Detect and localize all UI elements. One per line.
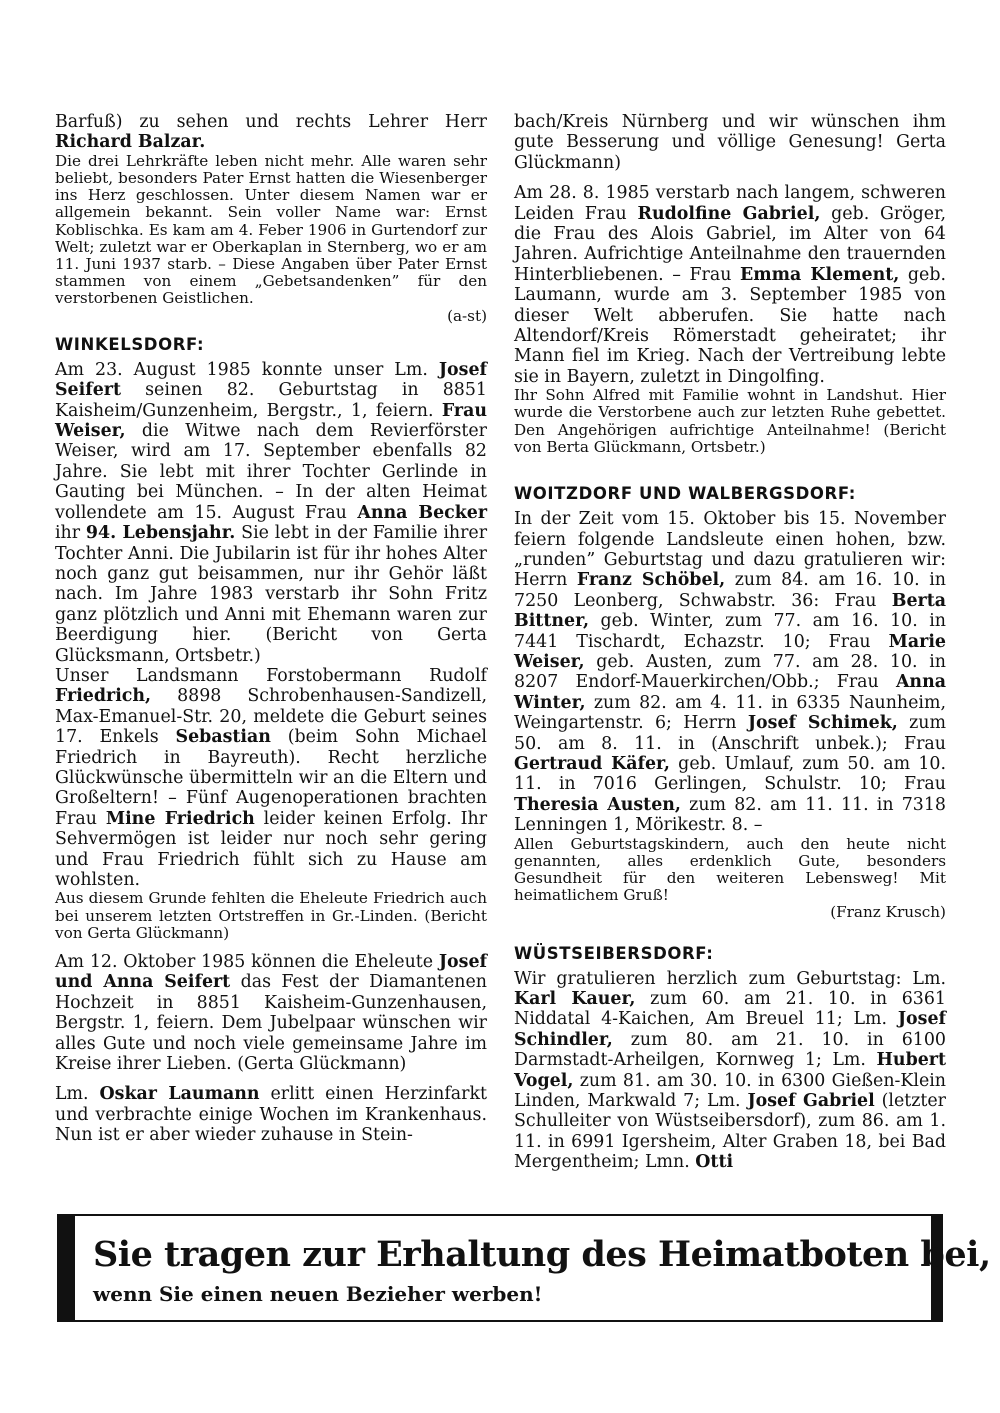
- name-josef-anna-seifert: Josef und Anna Seifert: [55, 952, 487, 993]
- text-run: In der Zeit vom 15. Oktober bis 15. November feiern folgende Landsleute einen hohen, bzw. „runden” Geburtstag und dazu gratulieren wir: Herrn: [514, 509, 946, 591]
- text-run: die Witwe nach dem Revierförster Weiser, wird am 17. September ebenfalls 82 Jahre. Sie lebt mit ihrer Tochter Gerlinde in Gauting bei München. – In der alten Heimat vollendete am 15. August Frau: [55, 421, 487, 523]
- text-run: das Fest der Diamantenen Hochzeit in 8851 Kaisheim-Gunzenhausen, Bergstr. 1, feiern. Dem Jubelpaar wünschen wir alles Gute und noch viele gemeinsame Jahre im Kreise ihrer Lieben. (Gerta Glückmann): [55, 972, 487, 1075]
- text-run: geb. Austen, zum 77. am 28. 10. in 8207 Endorf-Mauerkirchen/Obb.; Frau: [514, 651, 946, 693]
- text-run: zum 60. am 21. 10. in 6361 Niddatal 4-Kaichen, Am Breuel 11; Lm.: [514, 989, 946, 1030]
- text-run: geb. Laumann, wurde am 3. September 1985 von dieser Welt abberufen. Sie hatte nach Altendorf/Kreis Römerstadt geheiratet; ihr Mann fiel im Krieg. Nach der Vertreibung lebte sie in Bayern, zuletzt in Dingolfing.: [514, 264, 946, 387]
- banner-subtitle: wenn Sie einen neuen Bezieher werben!: [93, 1282, 543, 1306]
- text-run: leider keinen Erfolg. Ihr Sehvermögen ist leider nur noch sehr gering und Frau Friedrich fühlt sich zu Hause am wohlsten.: [55, 808, 488, 890]
- text-run: Ihr Sohn Alfred mit Familie wohnt in Landshut. Hier wurde die Verstorbene auch zur letzten Ruhe gebettet. Den Angehörigen aufrichtige Anteilnahme! (Bericht von Berta Glückmann, Ortsbetr.): [514, 386, 946, 456]
- name-anna-winter: Anna Winter,: [514, 672, 946, 713]
- signature-text: (a-st): [447, 306, 487, 325]
- banner-title: Sie tragen zur Erhaltung des Heimatboten bei,: [93, 1234, 991, 1275]
- name-otti: Otti: [695, 1152, 734, 1173]
- name-franz-schoebel: Franz Schöbel,: [576, 570, 726, 591]
- name-mine-friedrich: Mine Friedrich: [105, 808, 255, 829]
- text-run: zum 82. am 11. 11. in 7318 Lenningen 1, Mörikestr. 8. –: [514, 794, 946, 836]
- name-emma-klement: Emma Klement,: [739, 264, 900, 285]
- text-run: zum 82. am 4. 11. in 6335 Naunheim, Weingartenstr. 6; Herrn: [514, 692, 946, 734]
- left-paragraph-5: [55, 890, 487, 942]
- text-run: 8898 Schrobenhausen-Sandizell, Max-Emanuel-Str. 20, meldete die Geburt seines 17. Enkels: [55, 686, 487, 748]
- left-paragraph-1: [55, 112, 487, 153]
- name-oskar-laumann: Oskar Laumann: [99, 1084, 260, 1105]
- signature-a-st: [55, 308, 487, 325]
- text-run: Die drei Lehrkräfte leben nicht mehr. Alle waren sehr beliebt, besonders Pater Ernst hatten die Wiesenberger ins Herz geschlossen. Unter diesem Namen war er allgemein bekannt. Sein voller Name war: Ernst Koblischka. Es kam am 4. Feber 1906 in Gurtendorf zur Welt; zuletzt war er Oberkaplan in Sternberg, wo er am 11. Juni 1937 starb. – Diese Angaben über Pater Ernst stammen von einem „Gebetsandenken” für den verstorbenen Geistlichen.: [55, 151, 487, 308]
- right-paragraph-3: [514, 387, 946, 456]
- heading-woitzdorf-walbergsdorf: WOITZDORF UND WALBERGSDORF:: [514, 484, 856, 504]
- name-theresia-austen: Theresia Austen,: [514, 794, 681, 815]
- signature-franz-krusch: [514, 904, 946, 921]
- right-paragraph-6: [514, 969, 946, 1173]
- name-karl-kauer: Karl Kauer,: [514, 989, 636, 1010]
- text-run: zum 84. am 16. 10. in 7250 Leonberg, Schwabstr. 36: Frau: [514, 570, 946, 611]
- banner-left-bar: [59, 1216, 75, 1320]
- heading-winkelsdorf: WINKELSDORF:: [55, 334, 205, 354]
- right-paragraph-1: [514, 112, 946, 173]
- left-paragraph-4: [55, 666, 487, 890]
- name-josef-schindler: Josef Schindler,: [514, 1009, 946, 1050]
- right-paragraph-4: [514, 509, 946, 836]
- right-paragraph-2: [514, 183, 946, 387]
- text-run: Allen Geburtstagskindern, auch den heute nicht genannten, alles erdenklich Gute, besonders Gesundheit für den weiteren Lebensweg! Mit heimatlichem Gruß!: [514, 834, 946, 905]
- text-run: zum 50. am 8. 11. in (Anschrift unbek.); Frau: [514, 713, 946, 754]
- name-josef-gabriel: Josef Gabriel: [747, 1091, 875, 1112]
- name-richard-balzar: Richard Balzar.: [55, 132, 206, 153]
- text-run: Sie lebt in der Familie ihrer Tochter Anni. Die Jubilarin ist für ihr hohes Alter noch ganz gut beisammen, nur ihr Gehör läßt nach. Im Jahre 1983 verstarb ihr Sohn Fritz ganz plötzlich und Anni mit Ehemann waren zur Beerdigung hier. (Bericht von Gerta Glücksmann, Ortsbetr.): [55, 523, 488, 666]
- text-run: Barfuß) zu sehen und rechts Lehrer Herr: [55, 112, 487, 132]
- name-hubert-vogel: Hubert Vogel,: [514, 1050, 946, 1091]
- text-run: (letzter Schulleiter von Wüstseibersdorf), zum 86. am 1. 11. in 6991 Igersheim, Alter Graben 18, bei Bad Mergentheim; Lmn.: [514, 1091, 946, 1173]
- text-run: (beim Sohn Michael Friedrich in Bayreuth). Recht herzliche Glückwünsche übermitteln wir an die Eltern und Großeltern! – Fünf Augenoperationen brachten Frau: [55, 727, 487, 829]
- heading-wuestseibersdorf: WÜSTSEIBERSDORF:: [514, 943, 714, 963]
- right-column: [514, 112, 946, 1173]
- name-rudolfine-gabriel: Rudolfine Gabriel,: [637, 203, 821, 224]
- text-run: bach/Kreis Nürnberg und wir wünschen ihm gute Besserung und völlige Genesung! Gerta Glückmann): [514, 112, 946, 173]
- left-paragraph-2: [55, 153, 487, 308]
- text-run: Unser Landsmann Forstobermann Rudolf: [55, 665, 487, 686]
- name-josef-seifert: Josef Seifert: [55, 359, 487, 401]
- name-anna-becker: Anna Becker: [357, 502, 487, 523]
- left-column: [55, 112, 487, 1146]
- text-run: ihr: [55, 523, 86, 544]
- text-run: Lm.: [55, 1084, 100, 1105]
- text-run: geb. Umlauf, zum 50. am 10. 11. in 7016 Gerlingen, Schulstr. 10; Frau: [514, 753, 946, 795]
- name-josef-schimek: Josef Schimek,: [747, 713, 898, 734]
- text-run: Am 12. Oktober 1985 können die Eheleute: [55, 952, 439, 973]
- text-run: seinen 82. Geburtstag in 8851 Kaisheim/Gunzenheim, Bergstr., 1, feiern.: [55, 380, 487, 421]
- left-paragraph-6: [55, 952, 487, 1074]
- name-marie-weiser: Marie Weiser,: [514, 631, 946, 672]
- birthday-94: 94. Lebensjahr.: [85, 523, 236, 544]
- left-paragraph-3: [55, 360, 487, 666]
- name-berta-bittner: Berta Bittner,: [514, 590, 946, 632]
- left-paragraph-7: [55, 1084, 487, 1145]
- subscription-banner: [57, 1214, 991, 1322]
- name-gertraud-kaefer: Gertraud Käfer,: [514, 753, 670, 774]
- text-run: Wir gratulieren herzlich zum Geburtstag: Lm.: [514, 968, 946, 989]
- name-sebastian: Sebastian: [175, 727, 271, 748]
- name-friedrich: Friedrich,: [55, 686, 152, 707]
- text-run: geb. Gröger, die Frau des Alois Gabriel, im Alter von 64 Jahren. Aufrichtige Anteilnahme den trauernden Hinterbliebenen. – Frau: [514, 203, 947, 285]
- text-run: zum 80. am 21. 10. in 6100 Darmstadt-Arheilgen, Kornweg 1; Lm.: [514, 1029, 946, 1071]
- text-run: geb. Winter, zum 77. am 16. 10. in 7441 Tischardt, Echazstr. 10; Frau: [514, 611, 946, 652]
- text-run: zum 81. am 30. 10. in 6300 Gießen-Klein Linden, Markwald 7; Lm.: [514, 1070, 946, 1112]
- text-run: Am 28. 8. 1985 verstarb nach langem, schweren Leiden Frau: [514, 183, 946, 224]
- name-frau-weiser: Frau Weiser,: [55, 400, 487, 442]
- right-paragraph-5: [514, 836, 946, 905]
- text-run: Aus diesem Grunde fehlten die Eheleute Friedrich auch bei unserem letzten Ortstreffen in Gr.-Linden. (Bericht von Gerta Glückmann): [55, 889, 487, 942]
- text-run: Am 23. August 1985 konnte unser Lm.: [55, 359, 439, 380]
- text-run: erlitt einen Herzinfarkt und verbrachte einige Wochen im Krankenhaus. Nun ist er aber wieder zuhause in Stein-: [55, 1084, 487, 1146]
- signature-text: (Franz Krusch): [830, 903, 946, 922]
